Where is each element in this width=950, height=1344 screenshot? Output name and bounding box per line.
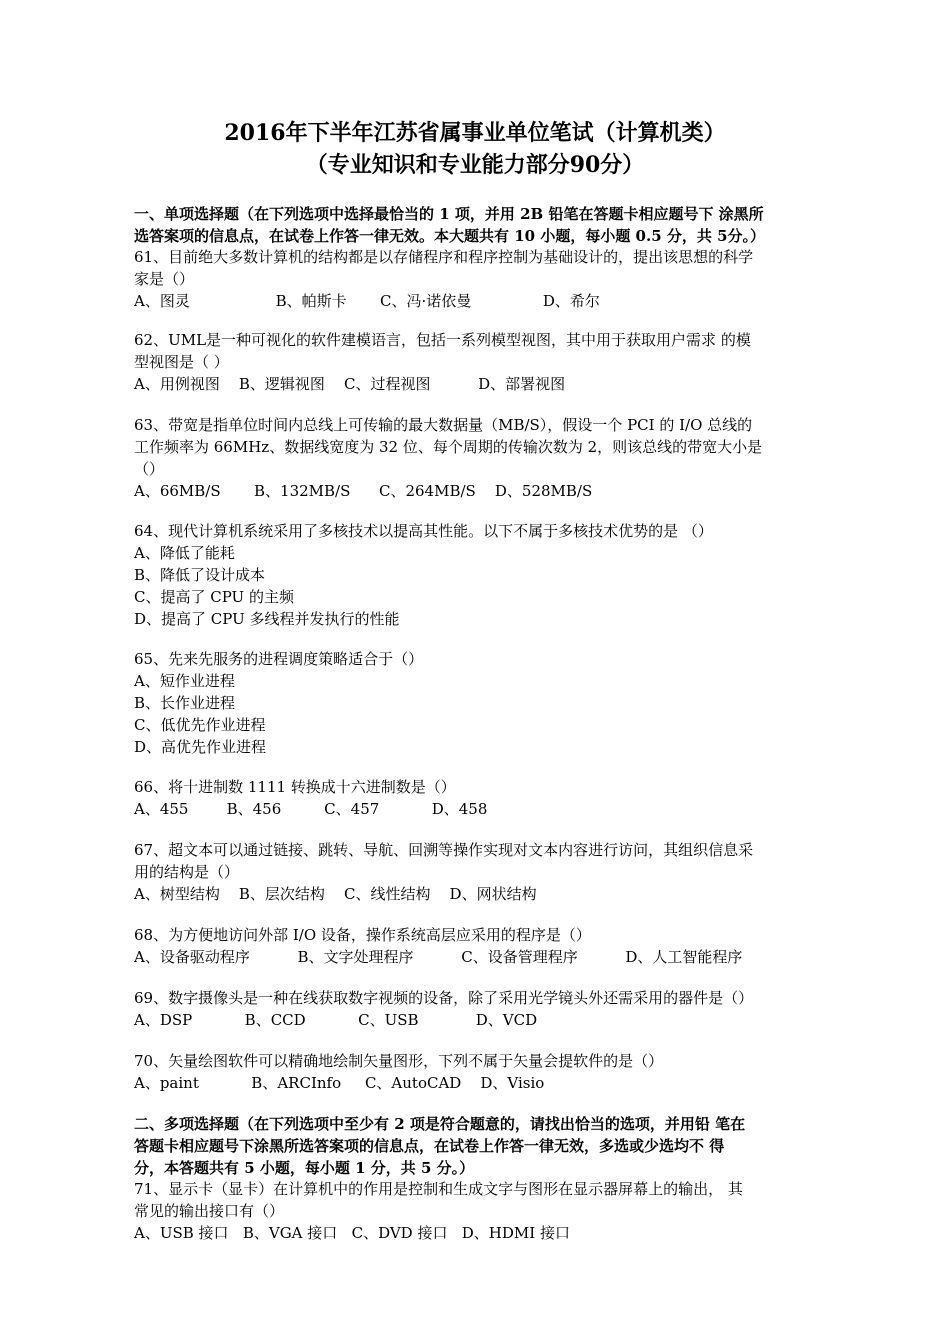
- question-70: [134, 1050, 824, 1094]
- question-options: A、设备驱动程序 B、文字处理程序 C、设备管理程序 D、人工智能程序: [134, 948, 743, 966]
- question-text: 61、目前绝大多数计算机的结构都是以存储程序和程序控制为基础设计的，提出该思想的科学: [134, 248, 754, 266]
- question-text: 型视图是（ ）: [134, 353, 229, 371]
- question-63: [134, 414, 824, 502]
- question-text: 66、将十进制数 1111 转换成十六进制数是（）: [134, 778, 456, 796]
- question-text: 63、带宽是指单位时间内总线上可传输的最大数据量（MB/S），假设一个 PCI 的 I/O 总线的: [134, 416, 753, 434]
- question-64: [134, 520, 824, 630]
- question-text: 工作频率为 66MHz、数据线宽度为 32 位、每个周期的传输次数为 2，则该总线的带宽大小是: [134, 438, 763, 456]
- option-line: C、提高了 CPU 的主频: [134, 588, 294, 606]
- question-text: 家是（）: [134, 270, 195, 288]
- option-line: B、长作业进程: [134, 694, 236, 712]
- question-67: [134, 839, 824, 905]
- section-instruction-line: 二、多项选择题（在下列选项中至少有 2 项是符合题意的，请找出恰当的选项，并用铅 笔在: [134, 1115, 746, 1133]
- option-line: B、降低了设计成本: [134, 566, 266, 584]
- section-multiple-choice-header: [134, 1113, 824, 1179]
- question-text: 69、数字摄像头是一种在线获取数字视频的设备，除了采用光学镜头外还需采用的器件是（）: [134, 989, 754, 1007]
- document-subtitle: （专业知识和专业能力部分90分）: [305, 152, 645, 178]
- question-61: [134, 246, 824, 312]
- option-line: D、高优先作业进程: [134, 738, 267, 756]
- document-title: 2016年下半年江苏省属事业单位笔试（计算机类）: [224, 120, 726, 146]
- option-line: A、短作业进程: [134, 672, 235, 690]
- question-68: [134, 924, 824, 968]
- question-62: [134, 329, 824, 395]
- option-line: C、低优先作业进程: [134, 716, 266, 734]
- question-text: 64、现代计算机系统采用了多核技术以提高其性能。以下不属于多核技术优势的是 （）: [134, 522, 713, 540]
- question-text: 67、超文本可以通过链接、跳转、导航、回溯等操作实现对文本内容进行访问，其组织信息采: [134, 841, 754, 859]
- option-line: D、提高了 CPU 多线程并发执行的性能: [134, 610, 400, 628]
- section-instruction-line: 一、单项选择题（在下列选项中选择最恰当的 1 项，并用 2B 铅笔在答题卡相应题号下 涂黑所: [134, 205, 764, 223]
- question-text: 71、显示卡（显卡）在计算机中的作用是控制和生成文字与图形在显示器屏幕上的输出， 其: [134, 1180, 743, 1198]
- question-text: （）: [134, 460, 165, 478]
- question-69: [134, 987, 824, 1031]
- question-71: [134, 1178, 824, 1244]
- question-text: 用的结构是（）: [134, 863, 240, 881]
- question-options: A、用例视图 B、逻辑视图 C、过程视图 D、部署视图: [134, 375, 566, 393]
- section-instruction-line: 选答案项的信息点，在试卷上作答一律无效。本大题共有 10 小题，每小题 0.5 分，共 5分。）: [134, 227, 766, 245]
- question-options: A、图灵 B、帕斯卡 C、冯·诺依曼 D、希尔: [134, 292, 600, 310]
- section-instruction-line: 答题卡相应题号下涂黑所选答案项的信息点，在试卷上作答一律无效，多选或少选均不 得: [134, 1137, 725, 1155]
- question-options: A、DSP B、CCD C、USB D、VCD: [134, 1011, 538, 1029]
- question-options: A、树型结构 B、层次结构 C、线性结构 D、网状结构: [134, 885, 537, 903]
- question-options: A、455 B、456 C、457 D、458: [134, 800, 488, 818]
- option-line: A、降低了能耗: [134, 544, 235, 562]
- question-text: 65、先来先服务的进程调度策略适合于（）: [134, 650, 424, 668]
- section-instruction-line: 分，本答题共有 5 小题，每小题 1 分，共 5 分。）: [134, 1159, 475, 1177]
- question-text: 68、为方便地访问外部 I/O 设备，操作系统高层应采用的程序是（）: [134, 926, 591, 944]
- question-65: [134, 648, 824, 758]
- question-text: 70、矢量绘图软件可以精确地绘制矢量图形，下列不属于矢量会提软件的是（）: [134, 1052, 664, 1070]
- question-options: A、paint B、ARCInfo C、AutoCAD D、Visio: [134, 1074, 545, 1092]
- question-options: A、USB 接口 B、VGA 接口 C、DVD 接口 D、HDMI 接口: [134, 1224, 570, 1242]
- section-single-choice-header: [134, 203, 824, 247]
- question-text: 62、UML是一种可视化的软件建模语言，包括一系列模型视图，其中用于获取用户需求 的模: [134, 331, 751, 349]
- question-text: 常见的输出接口有（）: [134, 1202, 285, 1220]
- question-66: [134, 776, 824, 820]
- question-options: A、66MB/S B、132MB/S C、264MB/S D、528MB/S: [134, 482, 593, 500]
